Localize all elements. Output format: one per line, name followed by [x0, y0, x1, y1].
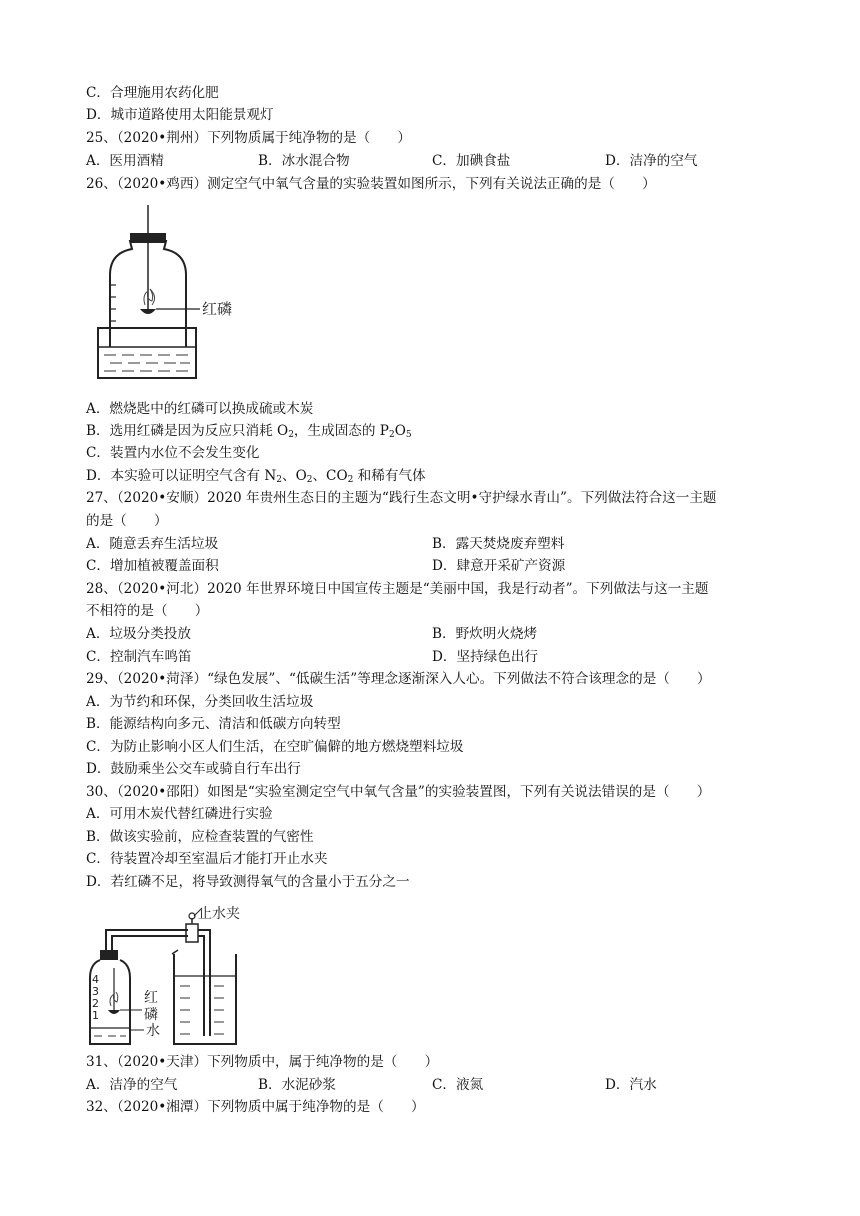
- oxygen-experiment-figure-2: [86, 898, 266, 1048]
- q27-option-a: A．随意丢弃生活垃圾: [86, 536, 219, 552]
- q29-option-a: A．为节约和环保，分类回收生活垃圾: [86, 694, 314, 710]
- question-27-stem-line1: 27、（2020•安顺）2020 年贵州生态日的主题为“践行生态文明•守护绿水青山”。下列做法符合这一主题: [86, 490, 717, 506]
- q26-option-b-sub2: 2: [388, 430, 395, 440]
- question-30-stem: 30、（2020•邵阳）如图是“实验室测定空气中氧气含量”的实验装置图，下列有关说法错误的是（ ）: [86, 784, 711, 800]
- q26-option-c: C．装置内水位不会发生变化: [86, 445, 260, 461]
- q26-option-b-pre: B．选用红磷是因为反应只消耗 O: [86, 423, 289, 439]
- water-label: 水: [146, 1023, 160, 1039]
- q26-option-b-sub3: 5: [405, 430, 412, 440]
- oxygen-experiment-figure-1: [92, 205, 252, 385]
- q26-option-d-end: 和稀有气体: [353, 468, 426, 484]
- q31-option-a: A．洁净的空气: [86, 1077, 178, 1093]
- q31-option-c: C．液氮: [432, 1077, 484, 1093]
- question-32-stem: 32、（2020•湘潭）下列物质中属于纯净物的是（ ）: [86, 1099, 425, 1115]
- scale-1: 1: [92, 1009, 99, 1022]
- q27-option-b: B．露天焚烧废弃塑料: [432, 536, 565, 552]
- question-25-stem: 25、（2020•荆州）下列物质属于纯净物的是（ ）: [86, 130, 411, 146]
- q26-option-d-m2: 、CO: [312, 468, 348, 484]
- q26-option-b-mid: ，生成固态的 P: [293, 423, 389, 439]
- option-d-text: D．城市道路使用太阳能景观灯: [86, 107, 274, 123]
- q25-option-a: A．医用酒精: [86, 153, 164, 169]
- q30-option-b: B．做该实验前，应检查装置的气密性: [86, 829, 314, 845]
- q29-option-b: B．能源结构向多元、清洁和低碳方向转型: [86, 716, 341, 732]
- question-27-stem-line2: 的是（ ）: [86, 513, 168, 529]
- question-31-stem: 31、（2020•天津）下列物质中，属于纯净物的是（ ）: [86, 1054, 439, 1070]
- q26-option-b-sub1: 2: [288, 430, 294, 440]
- scale-3: 3: [92, 985, 99, 998]
- red-label: 红: [144, 990, 158, 1006]
- question-26-stem: 26、（2020•鸡西）测定空气中氧气含量的实验装置如图所示，下列有关说法正确的是（ ）: [86, 176, 656, 192]
- q29-option-d: D．鼓励乘坐公交车或骑自行车出行: [86, 761, 301, 777]
- q28-option-b: B．野炊明火烧烤: [432, 626, 538, 642]
- q28-option-d: D．坚持绿色出行: [432, 649, 539, 665]
- q28-option-c: C．控制汽车鸣笛: [86, 649, 192, 665]
- q27-option-d: D．肆意开采矿产资源: [432, 558, 566, 574]
- q26-option-a: A．燃烧匙中的红磷可以换成硫或木炭: [86, 401, 314, 417]
- q26-option-d: [86, 467, 426, 485]
- q26-option-d-sub2: 2: [306, 475, 313, 485]
- q26-option-d-pre: D．本实验可以证明空气含有 N: [86, 468, 277, 484]
- q30-option-a: A．可用木炭代替红磷进行实验: [86, 806, 273, 822]
- question-28-stem-line2: 不相符的是（ ）: [86, 603, 209, 619]
- phosphorus-label: 磷: [144, 1007, 158, 1023]
- q28-option-a: A．垃圾分类投放: [86, 626, 191, 642]
- q26-option-b-o: O: [394, 423, 406, 439]
- q30-option-d: D．若红磷不足，将导致测得氧气的含量小于五分之一: [86, 874, 410, 890]
- option-c-text: C．合理施用农药化肥: [86, 85, 219, 101]
- q26-option-d-sub1: 2: [276, 475, 282, 485]
- water-clamp-label: 止水夹: [198, 906, 240, 922]
- q26-option-d-m1: 、O: [281, 468, 307, 484]
- q27-option-c: C．增加植被覆盖面积: [86, 558, 219, 574]
- q26-option-d-sub3: 2: [347, 475, 354, 485]
- q25-option-b: B．冰水混合物: [258, 153, 350, 169]
- q29-option-c: C．为防止影响小区人们生活，在空旷偏僻的地方燃烧塑料垃圾: [86, 739, 464, 755]
- q31-option-b: B．水泥砂浆: [258, 1077, 336, 1093]
- scale-4: 4: [92, 973, 99, 986]
- scale-2: 2: [92, 997, 99, 1010]
- q31-option-d: D．汽水: [605, 1077, 657, 1093]
- red-phosphorus-label: 红磷: [202, 300, 233, 318]
- q30-option-c: C．待装置冷却至室温后才能打开止水夹: [86, 851, 328, 867]
- question-28-stem-line1: 28、（2020•河北）2020 年世界环境日中国宣传主题是“美丽中国，我是行动者”。下列做法与这一主题: [86, 581, 709, 597]
- q26-option-b: [86, 422, 412, 440]
- q25-option-d: D．洁净的空气: [605, 153, 698, 169]
- q25-option-c: C．加碘食盐: [432, 153, 511, 169]
- question-29-stem: 29、（2020•菏泽）“绿色发展”、“低碳生活”等理念逐渐深入人心。下列做法不符合该理念的是（ ）: [86, 671, 711, 687]
